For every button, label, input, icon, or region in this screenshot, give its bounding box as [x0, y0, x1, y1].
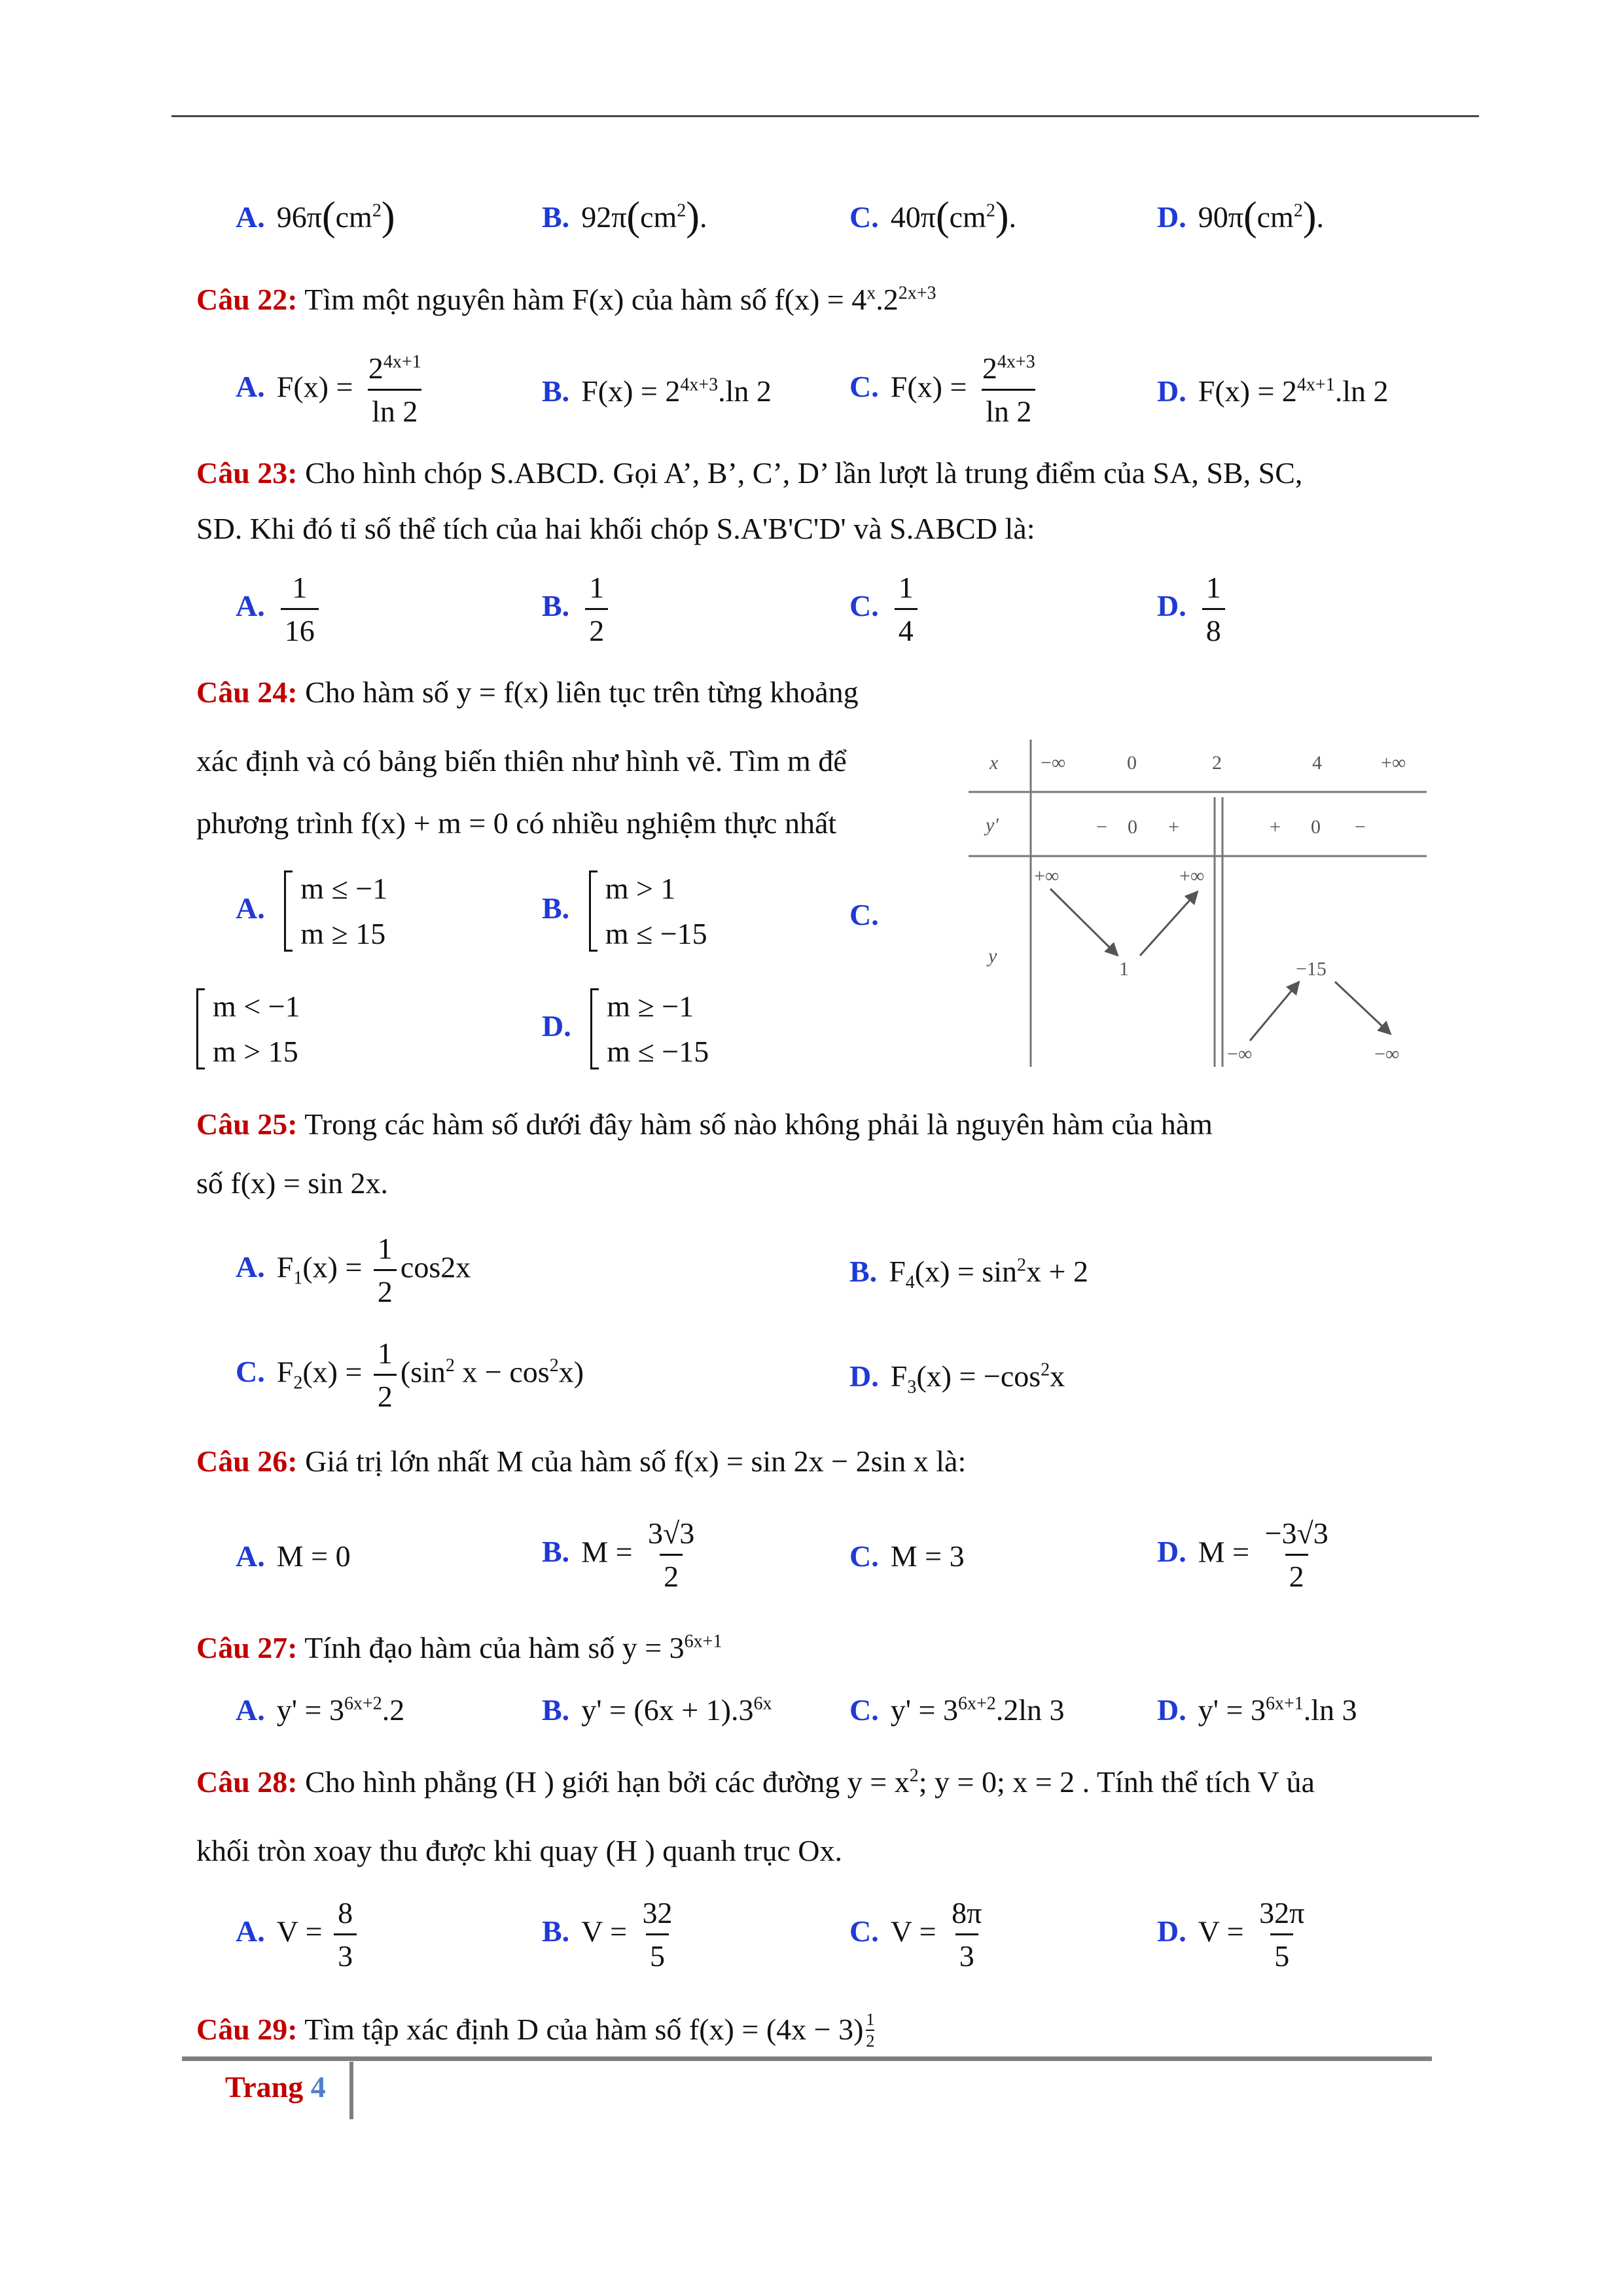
q23-option-d[interactable]: D. $\frac{1}{8}$	[1157, 569, 1229, 649]
q26-stem: Câu 26: Giá trị lớn nhất M của hàm số f(x) = sin 2x − 2sin x là:	[196, 1444, 967, 1478]
y-value: 1	[1119, 958, 1129, 980]
bracket-system: m > 1 m ≤ −15	[589, 870, 707, 952]
increase-arrow	[1140, 891, 1198, 956]
y-value: −∞	[1227, 1043, 1253, 1065]
q23-stem-line2: SD. Khi đó tỉ số thể tích của hai khối chóp S.A'B'C'D' và S.ABCD là:	[196, 512, 1035, 545]
q26-option-a[interactable]: A. M = 0	[236, 1539, 351, 1573]
decrease-arrow	[1050, 889, 1118, 956]
fraction: $\frac{1}{4}$	[895, 569, 918, 649]
q27-option-a[interactable]: A. $y' = 3^{6x+2}.2$	[236, 1693, 405, 1727]
footer-rule	[182, 2056, 1432, 2061]
bracket-system: m ≤ −1 m ≥ 15	[284, 870, 387, 952]
variation-table	[969, 740, 1440, 1080]
q24-option-a[interactable]: A. m ≤ −1 m ≥ 15	[236, 870, 387, 952]
fraction: $\frac{8}{3}$	[334, 1895, 357, 1974]
increase-arrow	[1250, 982, 1299, 1041]
q23-option-b[interactable]: B. $\frac{1}{2}$	[542, 569, 612, 649]
footer-separator	[349, 2062, 353, 2119]
q25-option-b[interactable]: B. $F_4(x) = \sin^2x + 2$	[849, 1255, 1088, 1293]
q25-stem-line1: Câu 25: Trong các hàm số dưới đây hàm số nào không phải là nguyên hàm của hàm	[196, 1107, 1213, 1141]
fraction: $\frac{2^{4x+1}}{\ln 2}$	[365, 350, 425, 429]
bracket-system: m < −1 m > 15	[196, 988, 300, 1069]
q24-option-b[interactable]: B. m > 1 m ≤ −15	[542, 870, 707, 952]
yprime-sign: 0	[1311, 816, 1321, 838]
q23-option-c[interactable]: C. $\frac{1}{4}$	[849, 569, 921, 649]
q22-stem: Câu 22: Tìm một nguyên hàm F(x) của hàm số $f(x) = 4^x.2^{2x+3}$	[196, 283, 936, 316]
yprime-sign: 0	[1128, 816, 1137, 838]
q25-option-a[interactable]: A. $F_1(x)$ = $\frac{1}{2}$ cos2x	[236, 1230, 471, 1310]
q26-option-c[interactable]: C. M = 3	[849, 1539, 965, 1573]
q28-option-c[interactable]: C. V = $\frac{8\pi}{3}$	[849, 1895, 990, 1974]
fraction: $\frac{-3√3}{2}$	[1261, 1515, 1332, 1594]
q24-stem-line3: phương trình f(x) + m = 0 có nhiều nghiệm thực nhất	[196, 806, 837, 840]
q26-option-b[interactable]: B. M = $\frac{3√3}{2}$	[542, 1515, 702, 1594]
fraction: $\frac{1}{8}$	[1202, 569, 1225, 649]
q21-option-c[interactable]: C. $40\pi(cm^2)$.	[849, 194, 1016, 239]
q28-option-d[interactable]: D. V = $\frac{32\pi}{5}$	[1157, 1895, 1312, 1974]
q22-option-b[interactable]: B. $F(x) = 2^{4x+3}.\ln$ 2	[542, 374, 772, 408]
q25-stem-line2: số f(x) = sin 2x.	[196, 1166, 388, 1200]
fraction: $\frac{3√3}{2}$	[644, 1515, 698, 1594]
q27-option-c[interactable]: C. $y' = 3^{6x+2}.2\ln$ 3	[849, 1693, 1065, 1727]
x-value: 2	[1212, 752, 1222, 774]
q27-stem: Câu 27: Tính đạo hàm của hàm số $y = 3^{6x+1}$	[196, 1631, 722, 1664]
fraction: $\frac{8\pi}{3}$	[948, 1895, 986, 1974]
q28-option-a[interactable]: A. V = $\frac{8}{3}$	[236, 1895, 361, 1974]
q21-option-b[interactable]: B. $92\pi(cm^2)$.	[542, 194, 707, 239]
fractional-exponent: $\frac{1}{2}$	[866, 2010, 875, 2051]
q27-option-d[interactable]: D. $y' = 3^{6x+1}.\ln$ 3	[1157, 1693, 1357, 1727]
fraction: $\frac{2^{4x+3}}{\ln 2}$	[978, 350, 1039, 429]
x-value: 0	[1127, 752, 1137, 774]
q27-option-b[interactable]: B. $y' = (6x + 1).3^{6x}$	[542, 1693, 772, 1727]
yprime-sign: +	[1168, 816, 1179, 838]
yprime-sign: +	[1270, 816, 1281, 838]
q24-stem-line1: Câu 24: Cho hàm số y = f(x) liên tục trên từng khoảng	[196, 675, 859, 709]
y-value: +∞	[1034, 865, 1060, 887]
q29-stem: Câu 29: Tìm tập xác định D của hàm số f(x) = (4x − 3) $\frac{1}{2}$	[196, 2010, 875, 2051]
y-value: −15	[1296, 958, 1327, 980]
q22-option-d[interactable]: D. $F(x) = 2^{4x+1}.\ln$ 2	[1157, 374, 1389, 408]
q24-option-c[interactable]	[196, 988, 300, 1069]
q25-option-c[interactable]: C. $F_2(x)$ = $\frac{1}{2}$ ($\sin^2$ $x - \cos^2x$)	[236, 1335, 584, 1414]
x-value: +∞	[1381, 752, 1406, 774]
fraction: $\frac{1}{2}$	[585, 569, 608, 649]
q26-option-d[interactable]: D. M = $\frac{-3√3}{2}$	[1157, 1515, 1336, 1594]
y-value: −∞	[1374, 1043, 1400, 1065]
x-value: 4	[1312, 752, 1322, 774]
q25-option-d[interactable]: D. $F_3(x) = -\cos^2x$	[849, 1359, 1065, 1398]
fraction: $\frac{32\pi}{5}$	[1255, 1895, 1308, 1974]
fraction: $\frac{32}{5}$	[639, 1895, 677, 1974]
q22-option-c[interactable]: C. F(x) = $\frac{2^{4x+3}}{\ln 2}$	[849, 350, 1043, 429]
q23-stem-line1: Câu 23: Cho hình chóp S.ABCD. Gọi A’, B’, C’, D’ lần lượt là trung điểm của SA, SB, SC,	[196, 456, 1303, 490]
q28-stem-line1: Câu 28: Cho hình phẳng (H ) giới hạn bởi các đường $y = x^2$; y = 0; x = 2 . Tính thể tích V ủa	[196, 1765, 1315, 1799]
fraction: $\frac{1}{2}$	[374, 1335, 397, 1414]
q23-option-a[interactable]: A. $\frac{1}{16}$	[236, 569, 323, 649]
q21-option-d[interactable]: D. $90\pi(cm^2)$.	[1157, 194, 1324, 239]
q21-option-a[interactable]: A. $96\pi(cm^2)$	[236, 194, 395, 239]
yprime-sign: −	[1096, 816, 1107, 838]
y-value: +∞	[1179, 865, 1205, 887]
page-footer: Trang 4	[225, 2070, 326, 2104]
bracket-system: m ≥ −1 m ≤ −15	[590, 988, 709, 1069]
q24-option-d[interactable]: D. m ≥ −1 m ≤ −15	[542, 988, 709, 1069]
q28-option-b[interactable]: B. V = $\frac{32}{5}$	[542, 1895, 681, 1974]
table-row-x: x	[990, 752, 999, 774]
table-row-y: y	[988, 945, 997, 967]
page-number: 4	[310, 2070, 326, 2104]
table-row-yprime: y′	[986, 814, 999, 836]
q28-stem-line2: khối tròn xoay thu được khi quay (H ) quanh trục Ox.	[196, 1834, 842, 1867]
yprime-sign: −	[1355, 816, 1366, 838]
fraction: $\frac{1}{2}$	[374, 1230, 397, 1310]
decrease-arrow	[1335, 982, 1391, 1034]
q24-option-c-label[interactable]: C.	[849, 898, 879, 931]
q22-option-a[interactable]: A. F(x) = $\frac{2^{4x+1}}{\ln 2}$	[236, 350, 429, 429]
q24-stem-line2: xác định và có bảng biến thiên như hình vẽ. Tìm m để	[196, 744, 847, 778]
header-rule	[171, 115, 1479, 117]
fraction: $\frac{1}{16}$	[281, 569, 319, 649]
x-value: −∞	[1041, 752, 1066, 774]
